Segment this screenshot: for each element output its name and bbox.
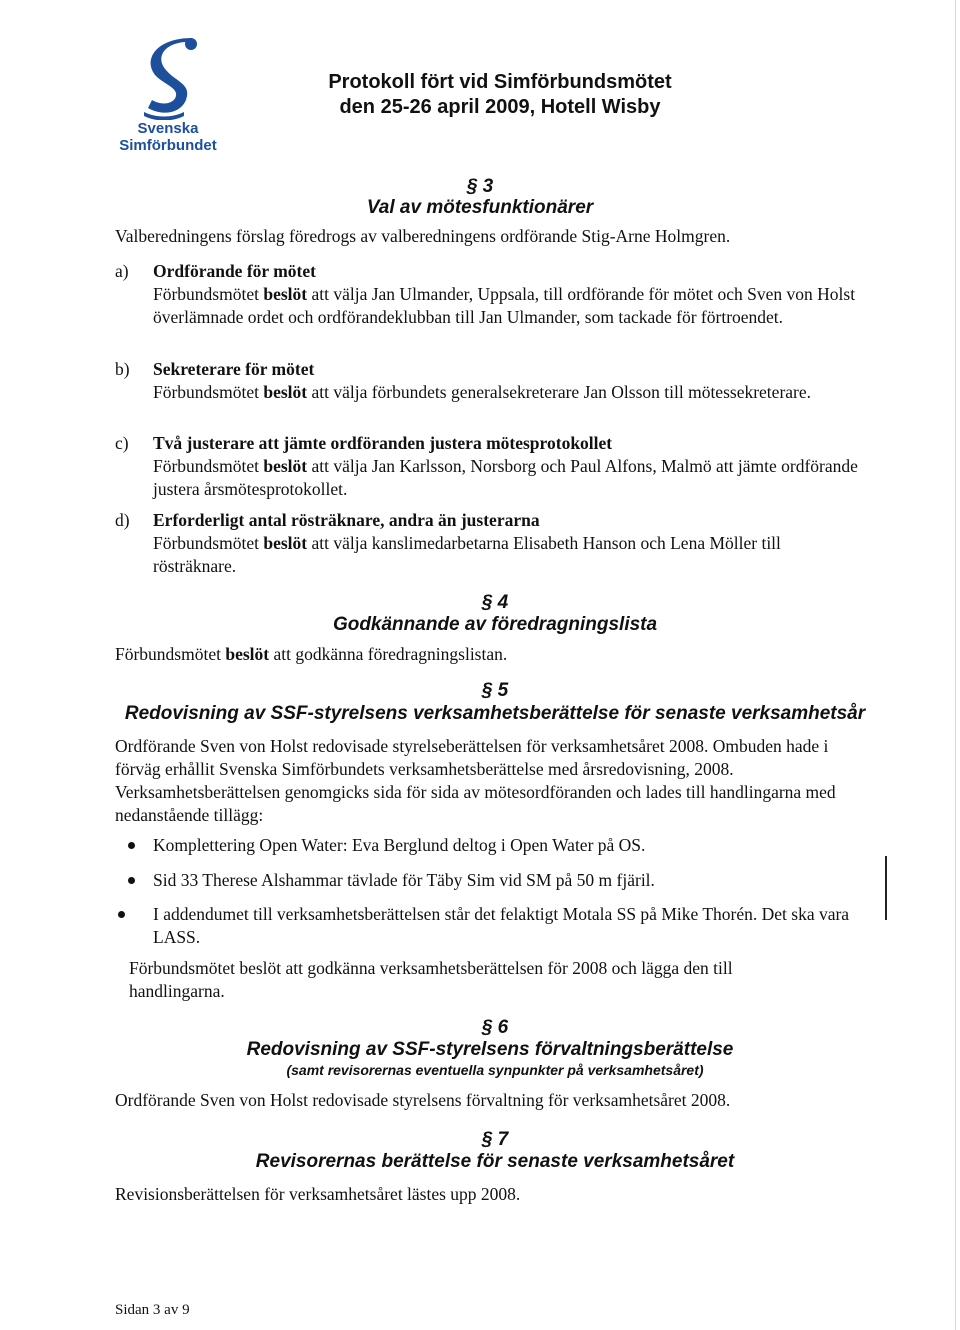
- bullet-item-1: Komplettering Open Water: Eva Berglund deltog i Open Water på OS.: [153, 835, 646, 855]
- logo-line2: Simförbundet: [119, 137, 217, 154]
- item-c-text: att välja Jan Karlsson, Norsborg och Paul Alfons, Malmö att jämte ordförande justera årsmötesprotokollet.: [153, 456, 858, 499]
- item-b-decision: beslöt: [263, 382, 308, 402]
- item-d-decision: beslöt: [263, 533, 308, 553]
- swimmer-s-logo-icon: [136, 38, 206, 120]
- section-4-post: att godkänna föredragningslistan.: [269, 644, 508, 664]
- section-3-intro: Valberedningens förslag föredrogs av valberedningens ordförande Stig-Arne Holmgren.: [115, 226, 731, 246]
- item-c-decision: beslöt: [263, 456, 308, 476]
- page-number: Sidan 3 av 9: [115, 1302, 190, 1318]
- section-5-title: Redovisning av SSF-styrelsens verksamhetsberättelse för senaste verksamhetsår: [124, 703, 866, 724]
- item-d: [153, 509, 863, 578]
- item-a: [153, 260, 863, 329]
- item-a-decision: beslöt: [263, 284, 308, 304]
- section-6-subtitle: (samt revisorernas eventuella synpunkter på verksamhetsåret): [286, 1062, 704, 1078]
- section-5-decision: Förbundsmötet beslöt att godkänna verksamhetsberättelsen för 2008 och lägga den till handlingarna.: [129, 958, 733, 1001]
- section-4-number: § 4: [481, 592, 509, 613]
- section-4-decision: beslöt: [225, 644, 270, 664]
- item-d-pre: Förbundsmötet: [153, 533, 264, 553]
- item-b: [153, 358, 863, 404]
- section-6-title: Redovisning av SSF-styrelsens förvaltningsberättelse: [246, 1039, 734, 1060]
- section-3-number: § 3: [466, 176, 494, 197]
- bullet-dot: [118, 911, 125, 918]
- bullet-item-3: I addendumet till verksamhetsberättelsen står det felaktigt Motala SS på Mike Thorén. Det ska vara LASS.: [153, 904, 850, 947]
- item-c-label: c): [115, 433, 129, 453]
- page-edge: [955, 0, 956, 1330]
- item-b-heading: Sekreterare för mötet: [153, 359, 315, 379]
- item-b-label: b): [115, 359, 130, 379]
- item-c-pre: Förbundsmötet: [153, 456, 264, 476]
- item-a-heading: Ordförande för mötet: [153, 261, 316, 281]
- section-5-text: Ordförande Sven von Holst redovisade styrelseberättelsen för verksamhetsåret 2008. Ombuden hade i förväg erhållit Svenska Simförbundets verksamhetsberättelse med årsredovisning, 2008. Verksamhetsberättelsen genomgicks sida för sida av mötesordföranden och lades till handlingarna med nedanstående tillägg:: [115, 736, 836, 825]
- title-line2: den 25-26 april 2009, Hotell Wisby: [339, 96, 661, 118]
- section-4-text: [115, 643, 915, 666]
- bullet-dot: [128, 877, 135, 884]
- item-a-label: a): [115, 261, 129, 281]
- section-4-title: Godkännande av föredragningslista: [332, 614, 658, 635]
- item-d-heading: Erforderligt antal rösträknare, andra än justerarna: [153, 510, 540, 530]
- item-b-pre: Förbundsmötet: [153, 382, 264, 402]
- bullet-dot: [128, 842, 135, 849]
- item-b-text: att välja förbundets generalsekreterare Jan Olsson till mötessekreterare.: [307, 382, 812, 402]
- item-a-pre: Förbundsmötet: [153, 284, 264, 304]
- section-5-number: § 5: [481, 680, 509, 701]
- section-7-title: Revisorernas berättelse för senaste verksamhetsåret: [255, 1151, 735, 1172]
- item-d-label: d): [115, 510, 130, 530]
- title-line1: Protokoll fört vid Simförbundsmötet: [328, 71, 672, 93]
- section-6-number: § 6: [481, 1017, 509, 1038]
- item-a-text: att välja Jan Ulmander, Uppsala, till ordförande för mötet och Sven von Holst överlämnade ordet och ordförandeklubban till Jan Ulmander, som tackade för förtroendet.: [153, 284, 856, 327]
- section-7-text: Revisionsberättelsen för verksamhetsåret lästes upp 2008.: [115, 1184, 521, 1204]
- section-7-number: § 7: [481, 1129, 509, 1150]
- section-6-text: Ordförande Sven von Holst redovisade styrelsens förvaltning för verksamhetsåret 2008.: [115, 1090, 731, 1110]
- revision-bar: [885, 856, 887, 920]
- logo: [112, 38, 232, 156]
- document-title: [290, 70, 710, 120]
- logo-line1: Svenska: [137, 120, 199, 137]
- bullet-item-2: Sid 33 Therese Alshammar tävlade för Täby Sim vid SM på 50 m fjäril.: [153, 870, 655, 890]
- item-c-heading: Två justerare att jämte ordföranden justera mötesprotokollet: [153, 433, 613, 453]
- item-c: [153, 432, 863, 501]
- item-d-text: att välja kanslimedarbetarna Elisabeth Hanson och Lena Möller till rösträknare.: [153, 533, 781, 576]
- section-4-pre: Förbundsmötet: [115, 644, 226, 664]
- section-3-title: Val av mötesfunktionärer: [366, 197, 594, 218]
